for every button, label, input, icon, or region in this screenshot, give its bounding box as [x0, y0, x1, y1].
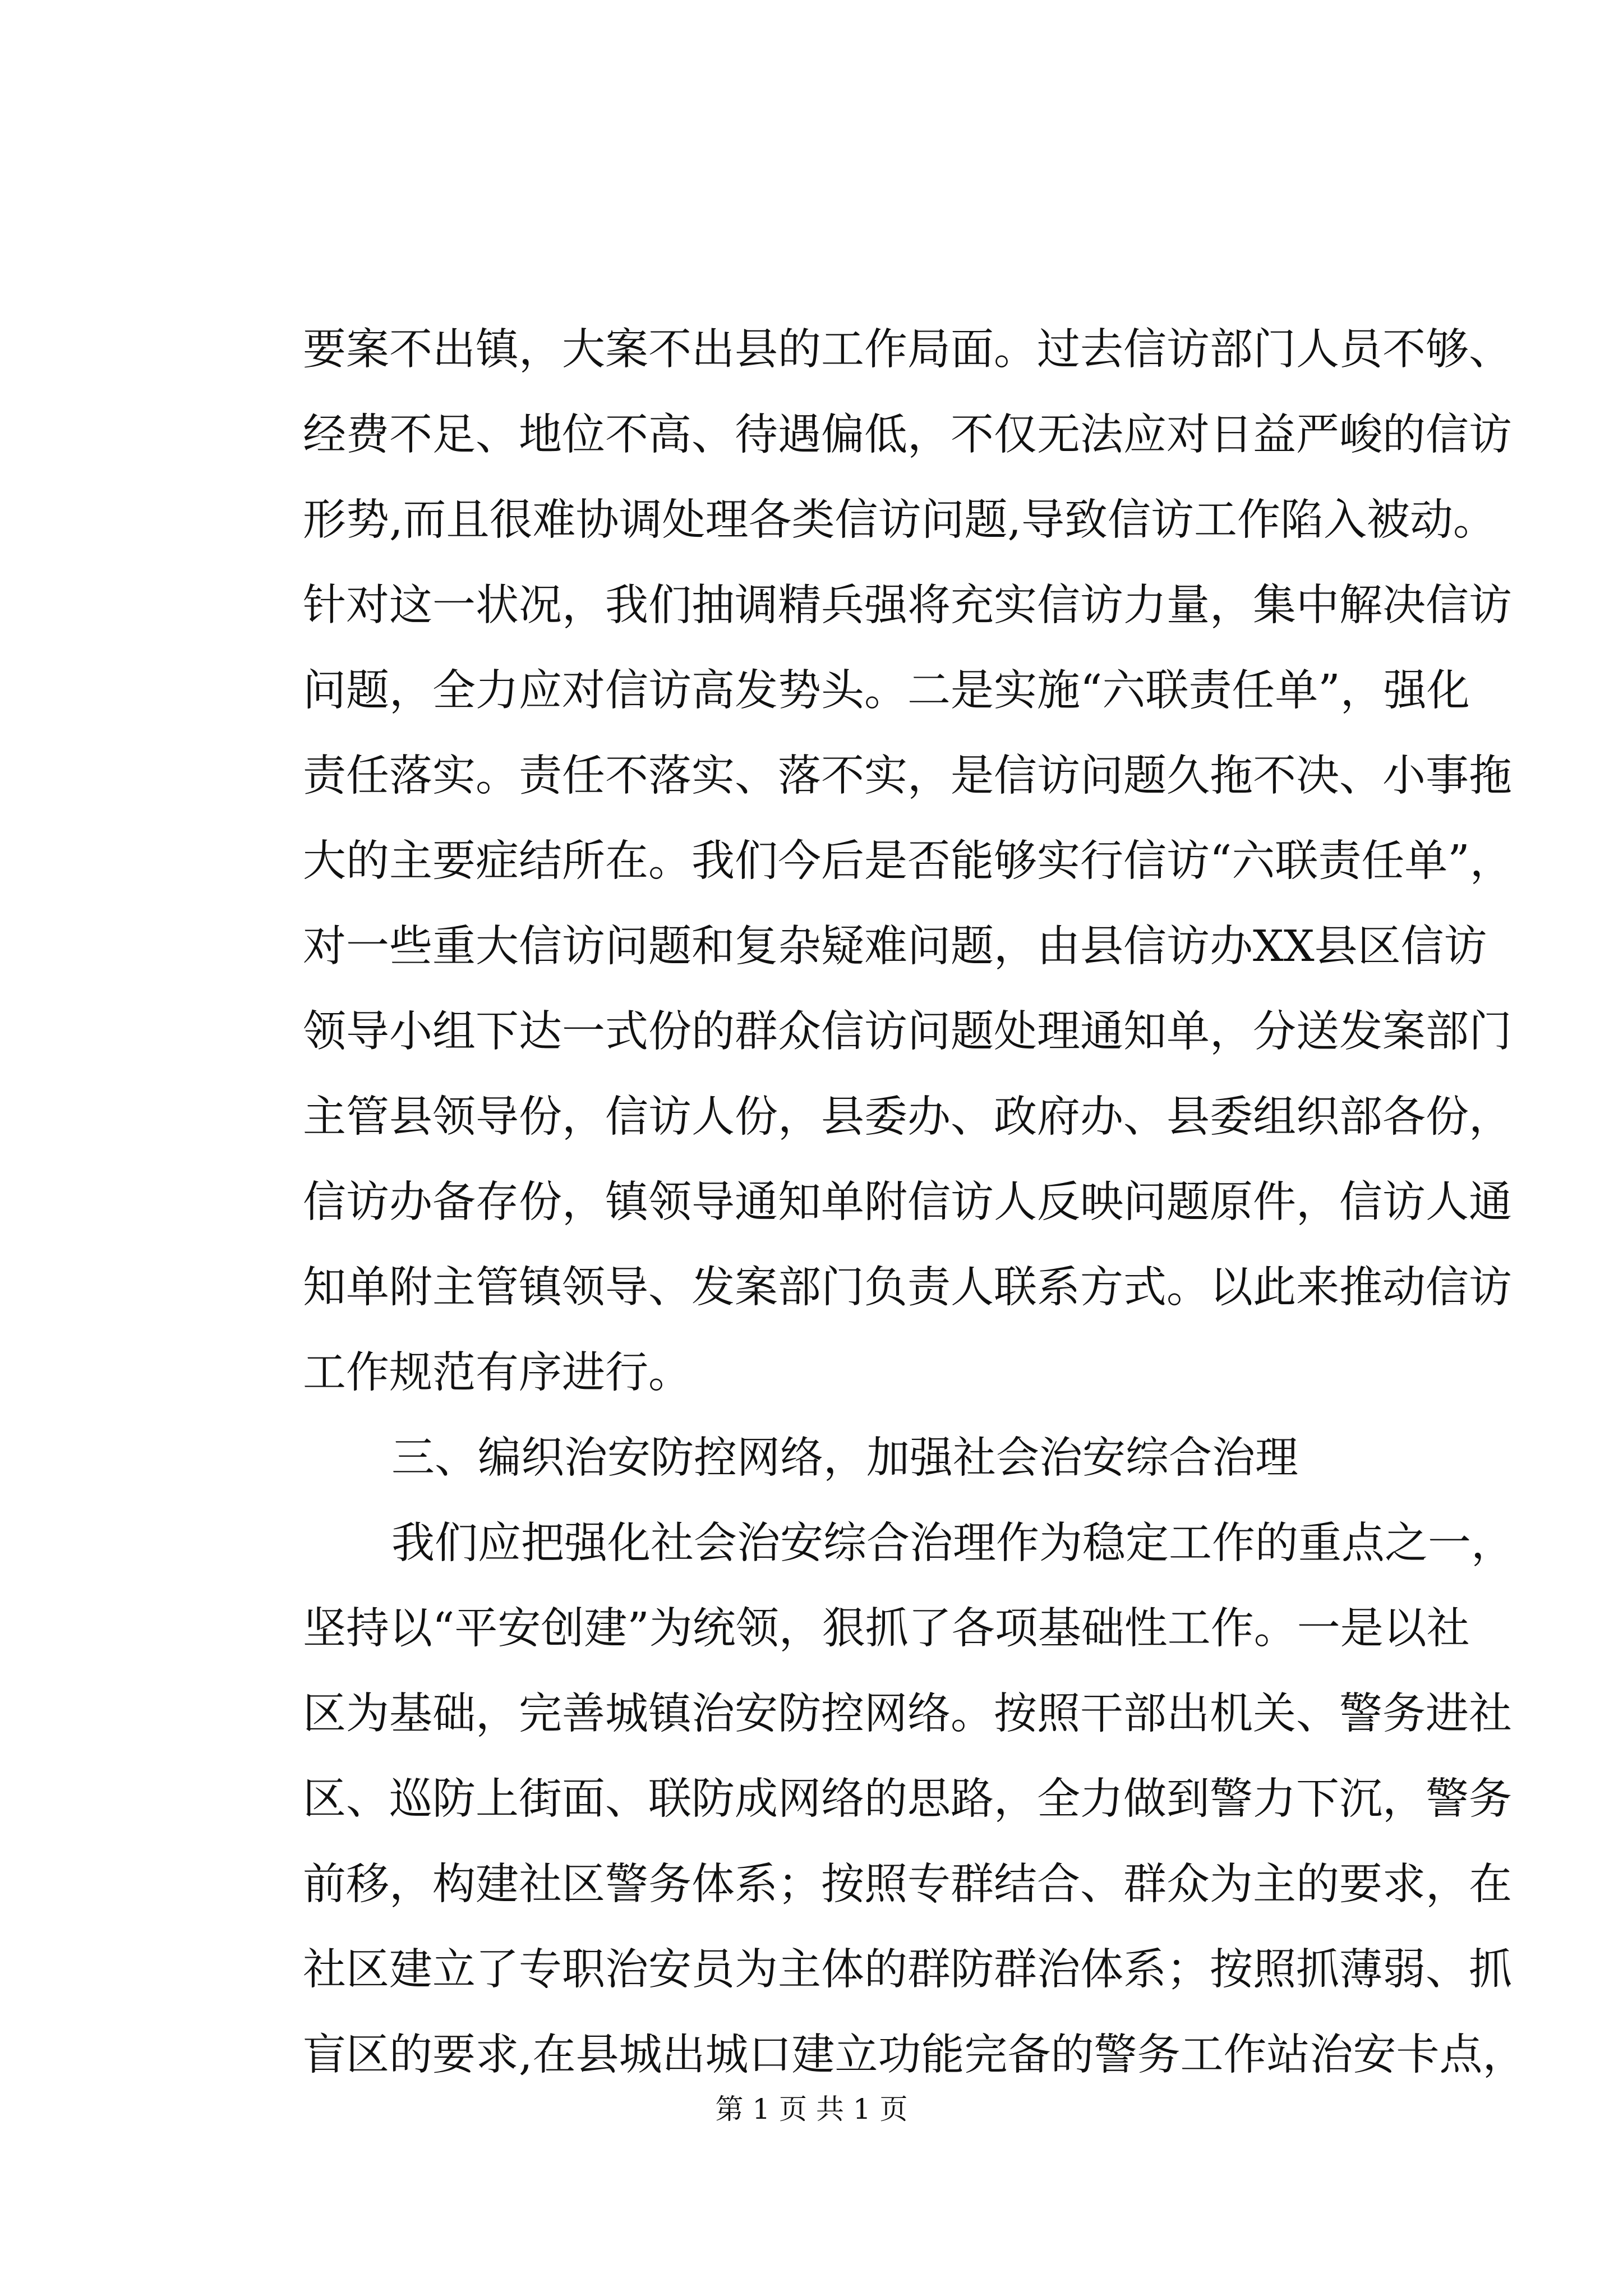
text-line: 社区建立了专职治安员为主体的群防群治体系；按照抓薄弱、抓 — [303, 1945, 1512, 1995]
text-line: 形势,而且很难协调处理各类信访问题,导致信访工作陷入被动。 — [303, 495, 1496, 545]
text-line: 盲区的要求,在县城出城口建立功能完备的警务工作站治安卡点， — [303, 2030, 1526, 2080]
text-line: 责任落实。责任不落实、落不实，是信访问题久拖不决、小事拖 — [303, 751, 1512, 801]
text-line: 坚持以“平安创建”为统领，狠抓了各项基础性工作。一是以社 — [303, 1604, 1470, 1654]
text-line: 对一些重大信访问题和复杂疑难问题，由县信访办XX县区信访 — [303, 922, 1487, 972]
text-line: 领导小组下达一式份的群众信访问题处理通知单，分送发案部门 — [303, 1007, 1512, 1057]
text-line: 问题，全力应对信访高发势头。二是实施“六联责任单”，强化 — [303, 666, 1470, 716]
section-heading: 三、编织治安防控网络，加强社会治安综合治理 — [391, 1433, 1298, 1483]
text-line: 我们应把强化社会治安综合治理作为稳定工作的重点之一， — [391, 1519, 1514, 1568]
text-line: 区、巡防上街面、联防成网络的思路，全力做到警力下沉，警务 — [303, 1774, 1512, 1824]
text-line: 工作规范有序进行。 — [303, 1348, 691, 1398]
text-line: 要案不出镇，大案不出县的工作局面。过去信访部门人员不够、 — [303, 325, 1512, 375]
text-line: 大的主要症结所在。我们今后是否能够实行信访“六联责任单”， — [303, 836, 1513, 886]
text-line: 针对这一状况，我们抽调精兵强将充实信访力量，集中解决信访 — [303, 581, 1512, 631]
text-line: 信访办备存份，镇领导通知单附信访人反映问题原件，信访人通 — [303, 1177, 1512, 1227]
text-line: 知单附主管镇领导、发案部门负责人联系方式。以此来推动信访 — [303, 1263, 1512, 1313]
page-footer: 第 1 页 共 1 页 — [715, 2093, 908, 2125]
text-line: 区为基础，完善城镇治安防控网络。按照干部出机关、警务进社 — [303, 1689, 1512, 1739]
text-line: 主管县领导份，信访人份，县委办、政府办、县委组织部各份， — [303, 1092, 1512, 1142]
document-body — [303, 307, 1526, 2098]
text-line: 前移，构建社区警务体系；按照专群结合、群众为主的要求，在 — [303, 1860, 1512, 1910]
text-line: 经费不足、地位不高、待遇偏低，不仅无法应对日益严峻的信访 — [303, 410, 1512, 460]
